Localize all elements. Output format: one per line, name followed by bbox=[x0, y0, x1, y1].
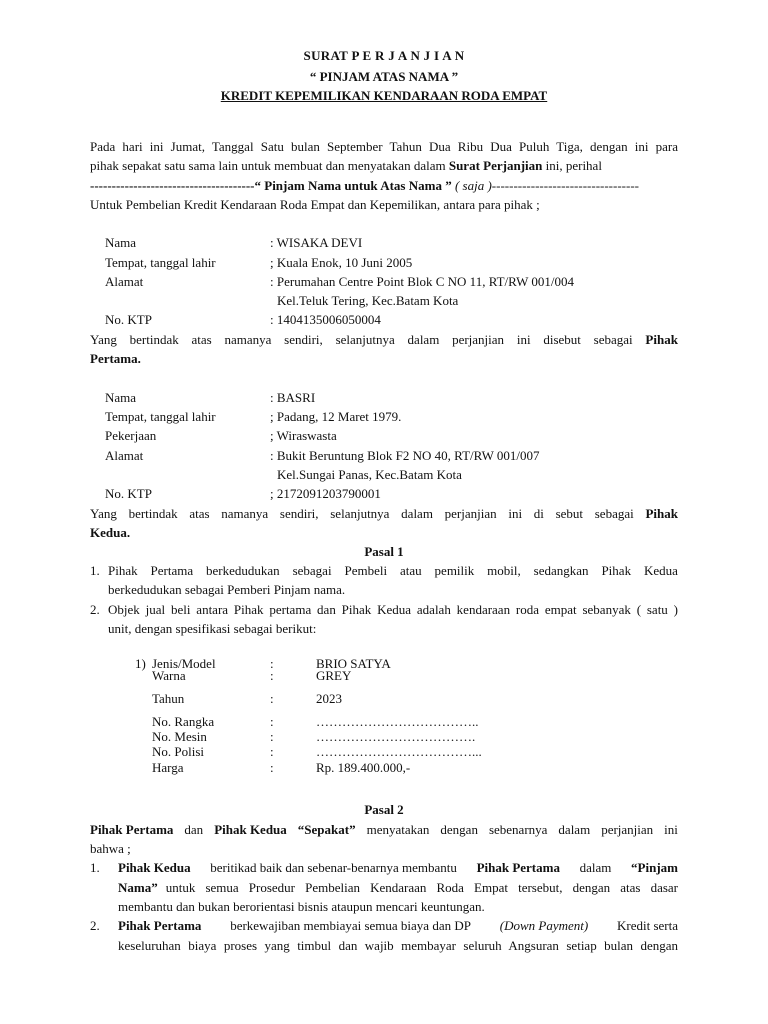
intro-line-4: Untuk Pembelian Kredit Kendaraan Roda Empat dan Kepemilikan, antara para pihak ; bbox=[90, 197, 540, 212]
pasal2-intro-line2: bahwa ; bbox=[90, 841, 131, 856]
spec-label-plate: No. Polisi bbox=[152, 744, 205, 759]
spec-label-model: Jenis/Model bbox=[152, 656, 216, 671]
party2-label-ktp: No. KTP bbox=[105, 486, 152, 501]
pasal2-item2-number: 2. bbox=[90, 918, 100, 933]
party2-closing-line: Yang bertindak atas namanya sendiri, selanjutnya dalam perjanjian ini di sebut sebagai Pihak bbox=[90, 506, 678, 521]
party1-value-ktp: : 1404135006050004 bbox=[270, 312, 381, 327]
intro-line-2: pihak sepakat satu sama lain untuk membuat dan menyatakan dalam Surat Perjanjian ini, perihal bbox=[90, 158, 602, 173]
party1-label-ktp: No. KTP bbox=[105, 312, 152, 327]
party2-role: Kedua. bbox=[90, 525, 131, 540]
spec-sep-year: : bbox=[270, 691, 274, 706]
party1-label-address: Alamat bbox=[105, 274, 144, 289]
spec-label-engine: No. Mesin bbox=[152, 729, 207, 744]
spec-value-color: GREY bbox=[316, 668, 352, 683]
party2-value-ktp: ; 2172091203790001 bbox=[270, 486, 381, 501]
party1-value-address: : Perumahan Centre Point Blok C NO 11, RT/RW 001/004 bbox=[270, 274, 574, 289]
party1-value-birth: ; Kuala Enok, 10 Juni 2005 bbox=[270, 255, 413, 270]
spec-value-engine: ………………………………. bbox=[316, 729, 476, 744]
party2-label-address: Alamat bbox=[105, 448, 144, 463]
document-heading: KREDIT KEPEMILIKAN KENDARAAN RODA EMPAT bbox=[220, 88, 548, 103]
spec-label-price: Harga bbox=[152, 760, 184, 775]
spec-value-plate: ………………………………... bbox=[316, 744, 482, 759]
spec-sep-price: : bbox=[270, 760, 274, 775]
intro-line-1: Pada hari ini Jumat, Tanggal Satu bulan September Tahun Dua Ribu Dua Puluh Tiga, dengan ini para bbox=[90, 139, 678, 154]
pasal2-item2-line1: Pihak Pertama berkewajiban membiayai semua biaya dan DP (Down Payment) Kredit serta bbox=[118, 918, 678, 933]
pasal1-item2-line2: unit, dengan spesifikasi sebagai berikut: bbox=[108, 621, 317, 636]
pasal1-item1-number: 1. bbox=[90, 563, 100, 578]
party1-value-name: : WISAKA DEVI bbox=[270, 235, 363, 250]
intro-line-3: --------------------------------------“ Pinjam Nama untuk Atas Nama ” ( saja )---------------------------------- bbox=[90, 178, 639, 193]
spec-value-chassis: ……………………………….. bbox=[316, 714, 479, 729]
spec-sep-color: : bbox=[270, 668, 274, 683]
party1-closing-line: Yang bertindak atas namanya sendiri, selanjutnya dalam perjanjian ini disebut sebagai Pihak bbox=[90, 332, 678, 347]
spec-value-year: 2023 bbox=[316, 691, 342, 706]
pasal1-title: Pasal 1 bbox=[364, 544, 404, 559]
document-title: SURAT P E R J A N J I A N bbox=[303, 48, 465, 63]
pasal2-item1-line3: membantu dan bukan berorientasi bisnis ataupun mencari keuntungan. bbox=[118, 899, 485, 914]
spec-label-chassis: No. Rangka bbox=[152, 714, 215, 729]
party2-value-address: : Bukit Beruntung Blok F2 NO 40, RT/RW 001/007 bbox=[270, 448, 540, 463]
spec-label-color: Warna bbox=[152, 668, 186, 683]
pasal2-item1-number: 1. bbox=[90, 860, 100, 875]
pasal1-item1-line2: berkedudukan sebagai Pemberi Pinjam nama. bbox=[108, 582, 346, 597]
party2-label-job: Pekerjaan bbox=[105, 428, 157, 443]
document-subtitle: “ PINJAM ATAS NAMA ” bbox=[309, 69, 459, 84]
party1-value-address-2: Kel.Teluk Tering, Kec.Batam Kota bbox=[277, 293, 459, 308]
spec-sep-chassis: : bbox=[270, 714, 274, 729]
pasal2-item2-line2: keseluruhan biaya proses yang timbul dan wajib membayar seluruh Angsuran setiap bulan dengan bbox=[118, 938, 678, 953]
spec-number: 1) bbox=[135, 656, 146, 671]
party2-label-birth: Tempat, tanggal lahir bbox=[105, 409, 216, 424]
party2-value-address-2: Kel.Sungai Panas, Kec.Batam Kota bbox=[277, 467, 462, 482]
party1-role: Pertama. bbox=[90, 351, 141, 366]
pasal2-item1-line1: Pihak Kedua beritikad baik dan sebenar-benarnya membantu Pihak Pertama dalam “Pinjam bbox=[118, 860, 678, 875]
spec-sep-engine: : bbox=[270, 729, 274, 744]
party1-label-name: Nama bbox=[105, 235, 137, 250]
party2-value-job: ; Wiraswasta bbox=[270, 428, 337, 443]
party1-label-birth: Tempat, tanggal lahir bbox=[105, 255, 216, 270]
spec-value-price: Rp. 189.400.000,- bbox=[316, 760, 411, 775]
pasal1-item1-line1: Pihak Pertama berkedudukan sebagai Pembeli atau pemilik mobil, sedangkan Pihak Kedua bbox=[108, 563, 678, 578]
spec-sep-model: : bbox=[270, 656, 274, 671]
party2-value-name: : BASRI bbox=[270, 390, 316, 405]
party2-label-name: Nama bbox=[105, 390, 137, 405]
pasal1-item2-number: 2. bbox=[90, 602, 100, 617]
spec-sep-plate: : bbox=[270, 744, 274, 759]
spec-label-year: Tahun bbox=[152, 691, 185, 706]
spec-value-model: BRIO SATYA bbox=[316, 656, 391, 671]
pasal2-item1-line2: Nama” untuk semua Prosedur Pembelian Kendaraan Roda Empat tersebut, dengan atas dasar bbox=[118, 880, 678, 895]
pasal1-item2-line1: Objek jual beli antara Pihak pertama dan Pihak Kedua adalah kendaraan roda empat sebanyak ( satu ) bbox=[108, 602, 678, 617]
pasal2-title: Pasal 2 bbox=[364, 802, 404, 817]
party2-value-birth: ; Padang, 12 Maret 1979. bbox=[270, 409, 402, 424]
pasal2-intro-line1: Pihak Pertama dan Pihak Kedua “Sepakat” menyatakan dengan sebenarnya dalam perjanjian ini bbox=[90, 822, 678, 837]
